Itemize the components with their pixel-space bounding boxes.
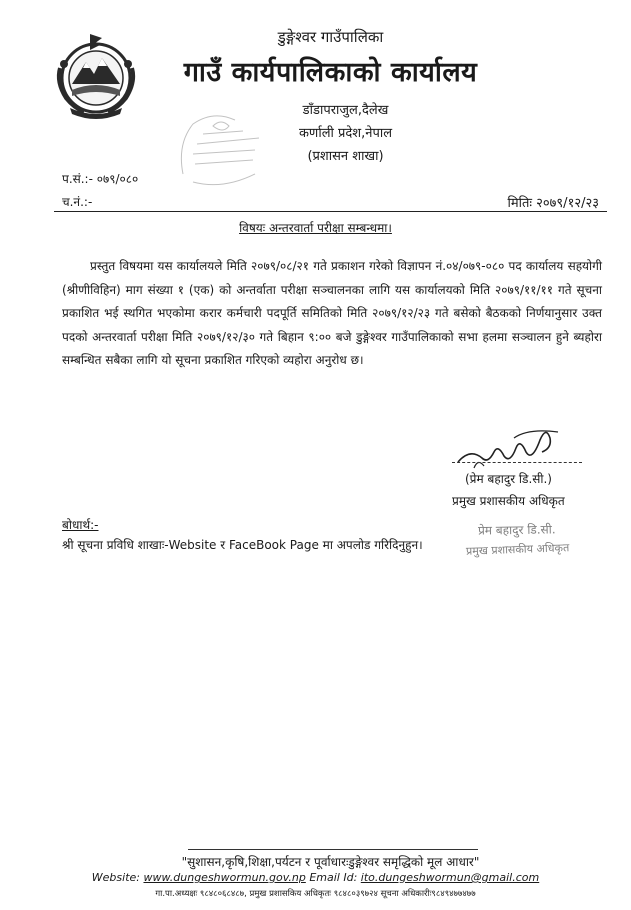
website-link[interactable]: www.dungeshwormun.gov.np — [143, 871, 306, 884]
header-divider — [54, 211, 607, 212]
email-label: Email Id: — [309, 871, 358, 884]
signer-title: प्रमुख प्रशासकीय अधिकृत — [452, 494, 565, 508]
office-title: गाउँ कार्यपालिकाको कार्यालय — [183, 57, 478, 88]
footer-phone-numbers: गा.पा.अध्यक्षः ९८४८०६८४८७, प्रमुख प्रशासकिय अधिकृतः ९८४८०३९७२४ सूचना अधिकारीः९८४९४७७४७७ — [155, 889, 476, 899]
office-stamp-icon — [163, 104, 281, 190]
email-link[interactable]: ito.dungeshwormun@gmail.com — [360, 871, 540, 884]
cc-label: बोधार्थ:- — [62, 518, 99, 532]
address-line-1: डाँडापराजुल,दैलेख — [302, 103, 389, 118]
handwritten-signature — [454, 418, 564, 474]
seal-name: प्रेम बहादुर डि.सी. — [477, 522, 556, 538]
footer-divider — [188, 849, 478, 850]
subject-text: विषयः अन्तरवार्ता परीक्षा सम्बन्धमा। — [239, 221, 392, 235]
address-line-2: कर्णाली प्रदेश,नेपाल — [298, 126, 393, 141]
cc-recipient: श्री सूचना प्रविधि शाखाः-Website र FaceBook Page मा अपलोड गरिदिनुहुन। — [62, 538, 423, 552]
website-label: Website: — [91, 871, 140, 884]
signature-line — [452, 462, 582, 463]
org-name: डुङ्गेश्वर गाउँपालिका — [277, 28, 384, 46]
reference-number: प.सं.:- ०७९/०८० — [62, 172, 139, 186]
footer-slogan: "सुशासन,कृषि,शिक्षा,पर्यटन र पूर्वाधारःडुङ्गेश्वर समृद्धिको मूल आधार" — [181, 855, 480, 869]
letter-subject — [0, 219, 631, 236]
letter-date: मितिः २०७९/१२/२३ — [507, 196, 599, 211]
letter-body: प्रस्तुत विषयमा यस कार्यालयले मिति २०७९/०८/२१ गते प्रकाशन गरेको विज्ञापन नं.०४/०७९-०८० पद कार्यालय सहयोगी (श्रीणीविहिन) माग संख्या १ (एक) को अन्तर्वाता परीक्षा सञ्चालनका लागि यस कार्यालयको मिति २०७९/११/११ गते सूचना प्रकाशित भई स्थगित भएकोमा करार कर्मचारी पदपूर्ति समितिको मिति २०७९/१२/२३ गते बसेको बैठकको निर्णयानुसार उक्त पदको अन्तरवार्ता परीक्षा मिति २०७९/१२/३० गते बिहान ९:०० बजे डुङ्गेश्वर गाउँपालिकाको सभा हलमा सञ्चालन हुने ब्यहोरा सम्बन्धित सबैका लागि यो सूचना प्रकाशित गरिएको व्यहोरा अनुरोध छ। — [62, 259, 602, 367]
signer-name: (प्रेम बहादुर डि.सी.) — [465, 472, 552, 486]
dispatch-number: च.नं.:- — [62, 195, 93, 209]
footer-contact — [0, 871, 631, 884]
seal-title: प्रमुख प्रशासकीय अधिकृत — [465, 541, 570, 558]
section-name: (प्रशासन शाखा) — [307, 149, 384, 164]
